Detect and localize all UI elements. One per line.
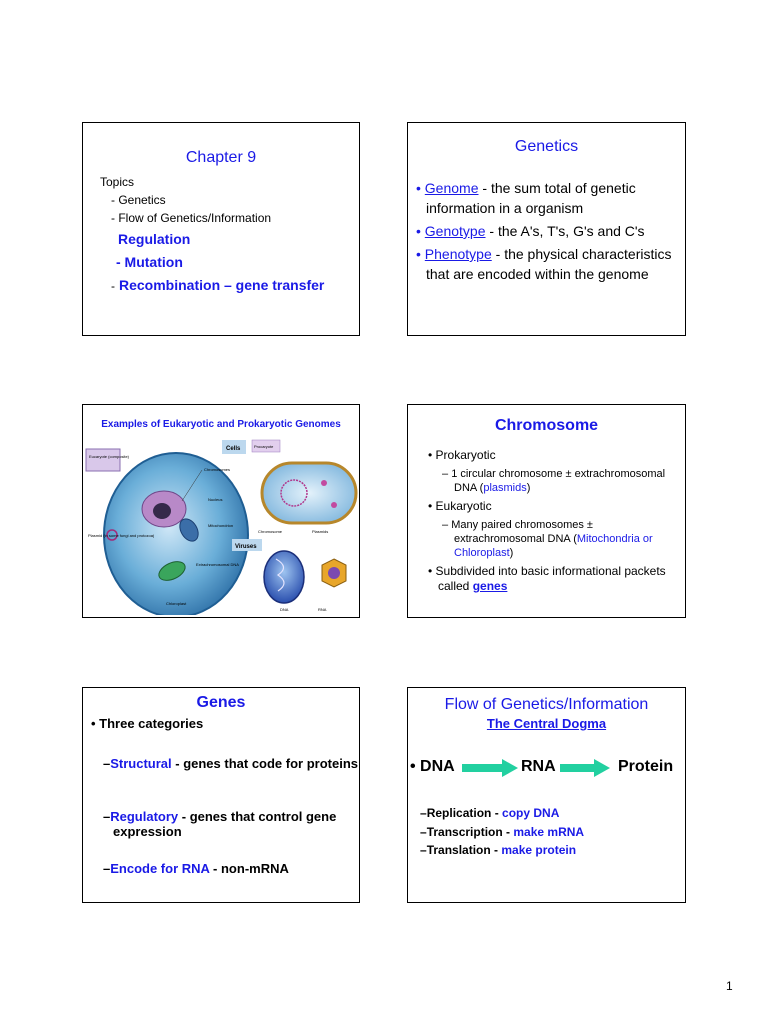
term-genes: genes (472, 579, 508, 593)
process-step: –Translation - make protein (420, 843, 577, 857)
label-viruses: Viruses (235, 544, 257, 550)
label-dna: DNA (280, 607, 289, 612)
cell-diagram (84, 435, 360, 615)
topic-item: Regulation (118, 231, 191, 247)
term-genotype: Genotype (424, 223, 486, 239)
slide-genes (82, 687, 360, 903)
process-step: –Replication - copy DNA (420, 806, 560, 820)
slide-flow-of-genetics (407, 687, 686, 903)
arrow-right-icon (462, 759, 518, 777)
bullet-item: • Genotype - the A's, T's, G's and C's (416, 223, 645, 239)
bullet-item: • Prokaryotic (428, 448, 496, 462)
category-item: –Encode for RNA - non-mRNA (103, 861, 289, 876)
category-item: –Regulatory - genes that control gene expression (103, 809, 337, 839)
slide-chromosome (407, 404, 686, 618)
slide-title: Flow of Genetics/Information (444, 696, 649, 713)
bullet-list (428, 448, 678, 598)
label-plasmids: Plasmids (312, 529, 329, 534)
bullet-list (416, 178, 680, 287)
label-extrachromosomal: Extrachromosomal DNA (196, 562, 239, 567)
dna-virus (264, 551, 304, 603)
slide-subtitle: The Central Dogma (486, 716, 607, 731)
slide-genome-examples (82, 404, 360, 618)
topic-dash: - (111, 279, 115, 293)
bullet-item: • Eukaryotic (428, 499, 492, 513)
slide-title: Examples of Eukaryotic and Prokaryotic Genomes (101, 419, 341, 430)
label-rna: RNA (318, 607, 327, 612)
flow-dna: • DNA (410, 758, 455, 775)
label-procaryote: Procaryote (254, 444, 274, 449)
slide-chapter-9 (82, 122, 360, 336)
sub-bullet-item: – 1 circular chromosome ± extrachromosomal DNA (plasmids) (442, 468, 666, 494)
flow-rna: RNA (521, 758, 556, 775)
bullet-item: • Phenotype - the physical characteristics that are encoded within the genome (416, 246, 672, 282)
label-plasmid: Plasmid (in some fungi and protozoa) (88, 533, 155, 538)
topic-item: - Mutation (116, 254, 183, 270)
slide-title: Chapter 9 (185, 149, 257, 166)
label-nucleus: Nucleus (208, 497, 223, 502)
topics-label: Topics (100, 175, 135, 189)
intro-bullet: • Three categories (91, 716, 204, 731)
page-number: 1 (726, 979, 733, 993)
slide-genetics (407, 122, 686, 336)
slide-title: Genetics (514, 138, 579, 155)
category-item: –Structural - genes that code for proteins (103, 756, 358, 771)
flow-protein: Protein (618, 758, 674, 775)
label-eucaryote: Eucaryote (composite) (89, 454, 130, 459)
label-mitochondrion: Mitochondrion (208, 523, 234, 528)
label-cells: Cells (226, 446, 241, 452)
slide-title: Genes (196, 694, 246, 711)
process-step: –Transcription - make mRNA (420, 825, 585, 839)
prokaryote-cell (262, 463, 356, 523)
slide-title: Chromosome (494, 417, 599, 434)
sub-bullet-item: – Many paired chromosomes ± extrachromosomal DNA (Mitochondria or Chloroplast) (442, 519, 653, 559)
label-chloroplast: Chloroplast (166, 601, 187, 606)
topic-item: Recombination – gene transfer (119, 277, 325, 293)
topic-item: - Flow of Genetics/Information (111, 211, 272, 225)
label-chromosome: Chromosome (258, 529, 283, 534)
topic-item: - Genetics (111, 193, 166, 207)
bullet-item: • Genome - the sum total of genetic information in a organism (416, 180, 636, 216)
label-chromosomes: Chromosomes (204, 467, 231, 472)
term-phenotype: Phenotype (424, 246, 492, 262)
term-genome: Genome (424, 180, 479, 196)
arrow-right-icon (560, 759, 610, 777)
bullet-item: • Subdivided into basic informational packets called genes (428, 564, 666, 593)
